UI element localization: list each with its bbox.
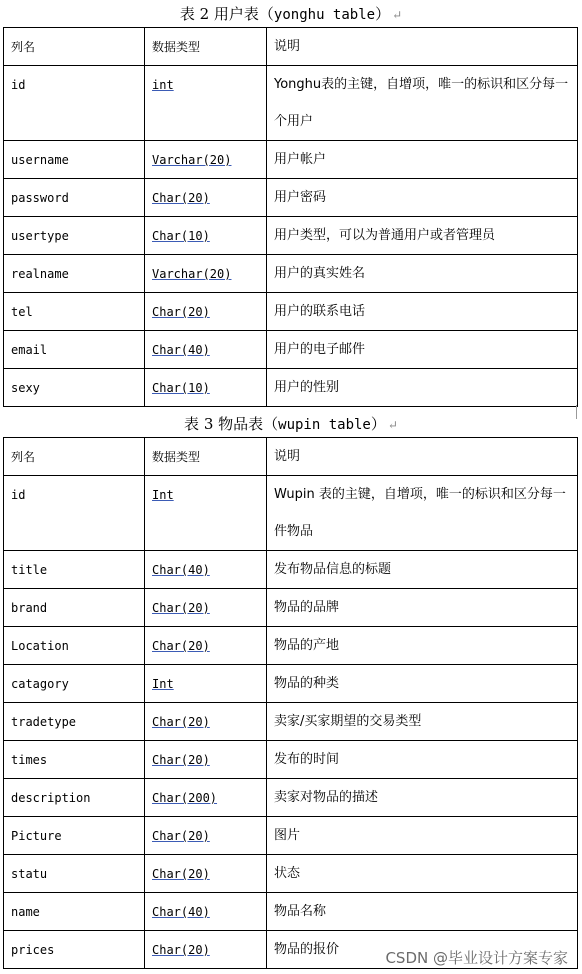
table-row [4,741,578,779]
cell-type: Char(20) [145,589,267,627]
table-row [4,66,578,141]
cell-type: Int [145,476,267,551]
cell-name: id [4,66,145,141]
table-row [4,179,578,217]
table-row [4,217,578,255]
header-cell: 数据类型 [145,438,267,476]
item-table [3,437,578,969]
cell-type: Char(40) [145,331,267,369]
cell-name: password [4,179,145,217]
cell-type: Char(20) [145,741,267,779]
cell-type: Char(20) [145,293,267,331]
cell-desc: 图片 [267,817,578,855]
cell-desc: 用户类型，可以为普通用户或者管理员 [267,217,578,255]
table-row [4,627,578,665]
cell-type: Char(20) [145,703,267,741]
cell-name: tel [4,293,145,331]
cell-name: tradetype [4,703,145,741]
cell-desc: Yonghu表的主键，自增项，唯一的标识和区分每一个用户 [267,66,578,141]
table-row [4,331,578,369]
cell-type: Varchar(20) [145,255,267,293]
header-cell: 列名 [4,438,145,476]
cell-desc: 物品的种类 [267,665,578,703]
cell-name: statu [4,855,145,893]
cell-desc: 物品的报价 [267,931,578,969]
cell-name: realname [4,255,145,293]
cell-desc: 用户的联系电话 [267,293,578,331]
header-row [4,28,578,66]
table2-caption-name: yonghu table [273,7,376,23]
header-cell: 说明 [267,438,578,476]
table-row [4,779,578,817]
cell-type: Char(40) [145,893,267,931]
cell-name: usertype [4,217,145,255]
cell-desc: 用户的性别 [267,369,578,407]
cell-type: Char(10) [145,369,267,407]
table-row [4,369,578,407]
table-row [4,293,578,331]
cell-name: brand [4,589,145,627]
watermark: CSDN @毕业设计方案专家 [385,949,568,967]
cell-desc: 用户密码 [267,179,578,217]
table-row [4,141,578,179]
table-row [4,589,578,627]
cell-name: username [4,141,145,179]
cell-desc: Wupin 表的主键，自增项，唯一的标识和区分每一件物品 [267,476,578,551]
table-row [4,703,578,741]
table-row [4,476,578,551]
text-cursor [576,405,577,419]
cell-type: Char(200) [145,779,267,817]
table-row [4,817,578,855]
cell-desc: 物品的产地 [267,627,578,665]
cell-type: Char(20) [145,817,267,855]
cell-name: id [4,476,145,551]
cell-desc: 用户帐户 [267,141,578,179]
cell-type: int [145,66,267,141]
cell-desc: 用户的真实姓名 [267,255,578,293]
cell-name: email [4,331,145,369]
cell-type: Char(20) [145,627,267,665]
table-row [4,855,578,893]
cell-desc: 状态 [267,855,578,893]
cell-desc: 发布的时间 [267,741,578,779]
table2-caption: 表 2 用户表（yonghu table） ↵ [179,5,403,23]
cell-desc: 卖家/买家期望的交易类型 [267,703,578,741]
cell-desc: 发布物品信息的标题 [267,551,578,589]
cell-name: title [4,551,145,589]
header-cell: 说明 [267,28,578,66]
cell-name: prices [4,931,145,969]
cell-name: catagory [4,665,145,703]
user-table [3,27,578,407]
cell-desc: 卖家对物品的描述 [267,779,578,817]
table-row [4,255,578,293]
cell-name: sexy [4,369,145,407]
cell-type: Char(40) [145,551,267,589]
cell-desc: 用户的电子邮件 [267,331,578,369]
cell-type: Varchar(20) [145,141,267,179]
header-cell: 数据类型 [145,28,267,66]
cell-name: description [4,779,145,817]
cell-name: Picture [4,817,145,855]
cell-name: times [4,741,145,779]
cell-type: Char(20) [145,931,267,969]
header-cell: 列名 [4,28,145,66]
cell-type: Char(10) [145,217,267,255]
cell-desc: 物品的品牌 [267,589,578,627]
cell-type: Char(20) [145,855,267,893]
cell-type: Char(20) [145,179,267,217]
cell-name: name [4,893,145,931]
cell-type: Int [145,665,267,703]
table3-caption-name: wupin table [278,417,371,433]
table3-caption: 表 3 物品表（wupin table） ↵ [184,415,398,433]
cell-name: Location [4,627,145,665]
table-row [4,893,578,931]
header-row [4,438,578,476]
table-row [4,551,578,589]
table-row [4,665,578,703]
cell-desc: 物品名称 [267,893,578,931]
